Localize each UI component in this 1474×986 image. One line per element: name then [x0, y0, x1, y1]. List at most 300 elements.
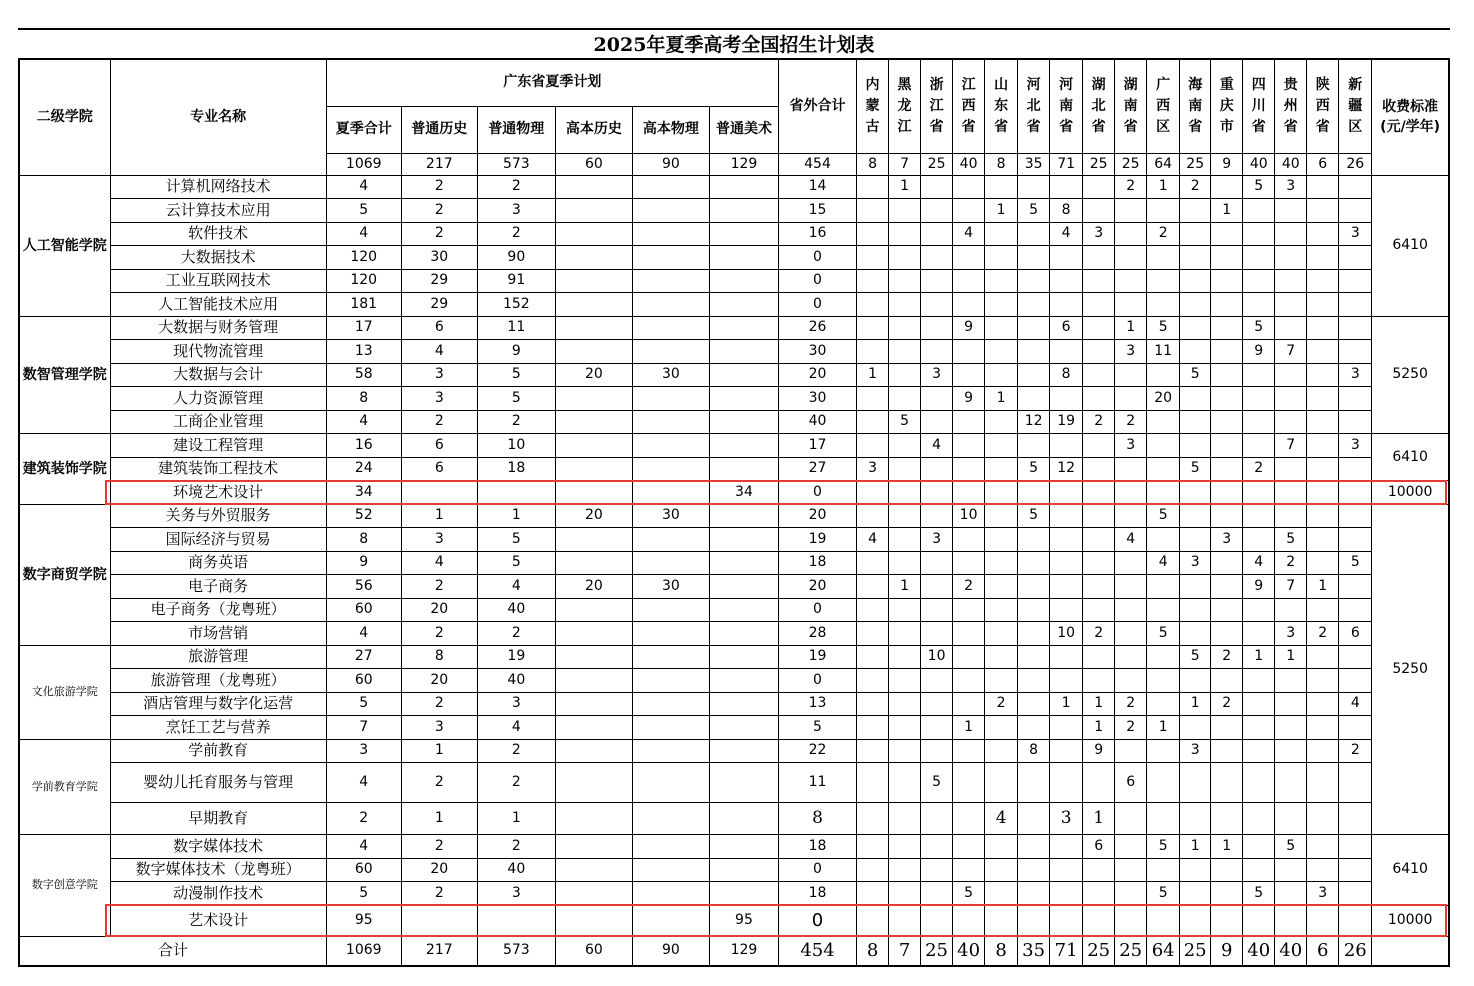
data-cell — [1243, 293, 1275, 317]
data-cell — [555, 340, 632, 364]
data-cell — [985, 763, 1018, 803]
data-cell — [632, 598, 709, 622]
data-cell: 34 — [709, 481, 778, 505]
data-cell: 15 — [778, 199, 856, 223]
data-cell — [1275, 410, 1307, 434]
header-province: 贵 州 省 — [1275, 59, 1307, 153]
data-cell: 27 — [778, 457, 856, 481]
data-cell — [1211, 387, 1243, 411]
data-cell — [953, 410, 985, 434]
data-cell — [1115, 882, 1147, 906]
data-cell — [1211, 269, 1243, 293]
data-cell: 60 — [326, 858, 401, 882]
data-cell — [1018, 434, 1050, 458]
data-cell — [1083, 882, 1115, 906]
data-cell — [632, 835, 709, 859]
data-cell — [555, 457, 632, 481]
header-total-cell: 40 — [1275, 153, 1307, 175]
data-cell — [1115, 622, 1147, 646]
data-cell: 5 — [921, 763, 953, 803]
data-cell — [985, 293, 1018, 317]
data-cell — [632, 882, 709, 906]
data-cell: 4 — [326, 410, 401, 434]
data-cell — [1339, 858, 1372, 882]
data-cell: 1 — [985, 199, 1018, 223]
data-cell: 2 — [1339, 739, 1372, 763]
data-cell — [1275, 457, 1307, 481]
data-cell — [953, 363, 985, 387]
data-cell — [1050, 858, 1083, 882]
data-cell: 28 — [778, 622, 856, 646]
data-cell: 2 — [401, 835, 477, 859]
major-name: 国际经济与贸易 — [110, 528, 326, 552]
data-cell: 3 — [401, 528, 477, 552]
data-cell — [921, 504, 953, 528]
data-cell: 3 — [401, 387, 477, 411]
data-cell — [709, 716, 778, 740]
data-cell — [1018, 551, 1050, 575]
data-cell — [1339, 645, 1372, 669]
data-cell — [1180, 293, 1211, 317]
data-cell — [1180, 669, 1211, 693]
major-name: 学前教育 — [110, 739, 326, 763]
data-cell — [1147, 575, 1180, 599]
data-cell: 8 — [326, 387, 401, 411]
data-cell — [709, 504, 778, 528]
data-cell — [1339, 528, 1372, 552]
data-cell: 1 — [985, 387, 1018, 411]
header-province: 黑 龙 江 — [889, 59, 921, 153]
data-cell — [709, 175, 778, 199]
data-cell: 60 — [326, 669, 401, 693]
data-cell: 2 — [401, 199, 477, 223]
data-cell — [1147, 692, 1180, 716]
data-cell — [857, 716, 889, 740]
data-cell — [953, 551, 985, 575]
data-cell — [1050, 246, 1083, 270]
header-gd-col: 普通历史 — [401, 106, 477, 153]
data-cell: 1 — [1050, 692, 1083, 716]
data-cell — [889, 269, 921, 293]
data-cell — [1339, 316, 1372, 340]
total-cell: 60 — [555, 936, 632, 966]
data-cell: 13 — [326, 340, 401, 364]
data-cell: 5 — [326, 692, 401, 716]
data-cell — [857, 692, 889, 716]
data-cell — [632, 763, 709, 803]
table-row — [19, 669, 1449, 693]
data-cell: 1 — [477, 803, 555, 835]
data-cell — [1275, 763, 1307, 803]
total-cell: 25 — [1180, 936, 1211, 966]
data-cell — [1275, 692, 1307, 716]
data-cell — [1147, 246, 1180, 270]
data-cell: 2 — [477, 835, 555, 859]
data-cell — [632, 739, 709, 763]
data-cell: 1 — [1083, 692, 1115, 716]
data-cell — [1307, 363, 1339, 387]
data-cell: 40 — [477, 669, 555, 693]
data-cell: 2 — [1307, 622, 1339, 646]
data-cell: 2 — [326, 803, 401, 835]
data-cell — [1307, 434, 1339, 458]
data-cell — [921, 551, 953, 575]
table-row — [19, 363, 1449, 387]
data-cell: 3 — [1275, 622, 1307, 646]
data-cell: 2 — [1147, 222, 1180, 246]
header-total-cell: 60 — [555, 153, 632, 175]
data-cell — [985, 551, 1018, 575]
table-row — [19, 528, 1449, 552]
data-cell — [953, 645, 985, 669]
header-total-cell: 40 — [1243, 153, 1275, 175]
major-name: 工业互联网技术 — [110, 269, 326, 293]
header-total-cell: 25 — [1180, 153, 1211, 175]
data-cell: 3 — [1307, 882, 1339, 906]
data-cell — [889, 316, 921, 340]
data-cell: 6 — [401, 316, 477, 340]
data-cell: 7 — [1275, 340, 1307, 364]
data-cell: 2 — [401, 882, 477, 906]
data-cell — [1307, 551, 1339, 575]
data-cell: 2 — [985, 692, 1018, 716]
data-cell — [1307, 835, 1339, 859]
data-cell — [1275, 716, 1307, 740]
data-cell — [1018, 669, 1050, 693]
table-row — [19, 835, 1449, 859]
data-cell: 3 — [1180, 739, 1211, 763]
data-cell: 3 — [1275, 175, 1307, 199]
header-province: 内 蒙 古 — [857, 59, 889, 153]
data-cell: 3 — [857, 457, 889, 481]
data-cell: 2 — [477, 763, 555, 803]
data-cell: 6 — [1083, 835, 1115, 859]
data-cell — [1115, 858, 1147, 882]
data-cell — [1018, 716, 1050, 740]
data-cell: 2 — [1243, 457, 1275, 481]
data-cell — [709, 222, 778, 246]
data-cell — [1050, 835, 1083, 859]
data-cell — [921, 175, 953, 199]
data-cell: 1 — [1307, 575, 1339, 599]
table-row — [19, 645, 1449, 669]
data-cell — [953, 269, 985, 293]
data-cell — [632, 622, 709, 646]
data-cell — [1307, 340, 1339, 364]
data-cell — [1180, 622, 1211, 646]
header-gd-col: 普通物理 — [477, 106, 555, 153]
table-row — [19, 882, 1449, 906]
data-cell: 2 — [477, 222, 555, 246]
data-cell — [555, 199, 632, 223]
data-cell — [1211, 669, 1243, 693]
data-cell — [1275, 739, 1307, 763]
data-cell — [1211, 434, 1243, 458]
data-cell: 95 — [709, 905, 778, 936]
data-cell: 40 — [477, 858, 555, 882]
data-cell — [1275, 222, 1307, 246]
data-cell — [1243, 363, 1275, 387]
fee-value: 6410 — [1372, 175, 1449, 316]
data-cell — [953, 803, 985, 835]
data-cell: 4 — [1115, 528, 1147, 552]
data-cell — [1180, 504, 1211, 528]
data-cell — [555, 669, 632, 693]
data-cell: 19 — [1050, 410, 1083, 434]
data-cell — [1115, 739, 1147, 763]
data-cell — [1275, 669, 1307, 693]
data-cell: 1 — [889, 175, 921, 199]
data-cell — [921, 739, 953, 763]
table-row — [19, 199, 1449, 223]
table-row — [19, 551, 1449, 575]
major-name: 大数据与财务管理 — [110, 316, 326, 340]
data-cell — [1307, 598, 1339, 622]
data-cell — [921, 575, 953, 599]
data-cell — [1211, 457, 1243, 481]
data-cell — [857, 739, 889, 763]
data-cell: 4 — [326, 835, 401, 859]
data-cell — [985, 645, 1018, 669]
data-cell — [921, 316, 953, 340]
data-cell — [1211, 363, 1243, 387]
data-cell: 2 — [401, 692, 477, 716]
data-cell — [709, 858, 778, 882]
header-province: 河 北 省 — [1018, 59, 1050, 153]
data-cell — [1083, 434, 1115, 458]
major-name: 电子商务 — [110, 575, 326, 599]
data-cell — [953, 457, 985, 481]
data-cell — [1180, 269, 1211, 293]
fee-value: 6410 — [1372, 434, 1449, 481]
data-cell — [857, 199, 889, 223]
data-cell — [889, 246, 921, 270]
data-cell — [857, 763, 889, 803]
data-cell: 20 — [778, 363, 856, 387]
data-cell — [555, 739, 632, 763]
header-total-cell: 217 — [401, 153, 477, 175]
data-cell: 19 — [477, 645, 555, 669]
data-cell: 8 — [778, 803, 856, 835]
data-cell: 5 — [889, 410, 921, 434]
data-cell — [889, 340, 921, 364]
data-cell — [1211, 739, 1243, 763]
data-cell — [1243, 246, 1275, 270]
data-cell: 20 — [778, 504, 856, 528]
data-cell: 12 — [1018, 410, 1050, 434]
table-row — [19, 246, 1449, 270]
total-label: 合计 — [19, 936, 326, 966]
data-cell — [1147, 528, 1180, 552]
data-cell — [555, 645, 632, 669]
data-cell — [709, 669, 778, 693]
header-major: 专业名称 — [110, 59, 326, 175]
data-cell — [1243, 669, 1275, 693]
data-cell — [985, 716, 1018, 740]
data-cell — [1018, 803, 1050, 835]
header-province: 海 南 省 — [1180, 59, 1211, 153]
data-cell — [1083, 199, 1115, 223]
data-cell: 0 — [778, 293, 856, 317]
data-cell — [1050, 551, 1083, 575]
data-cell: 5 — [778, 716, 856, 740]
major-name: 大数据技术 — [110, 246, 326, 270]
data-cell: 12 — [1050, 457, 1083, 481]
data-cell: 30 — [632, 575, 709, 599]
data-cell — [1018, 246, 1050, 270]
data-cell — [889, 598, 921, 622]
data-cell: 3 — [477, 882, 555, 906]
data-cell — [1307, 457, 1339, 481]
data-cell — [709, 803, 778, 835]
major-name: 工商企业管理 — [110, 410, 326, 434]
data-cell: 0 — [778, 669, 856, 693]
data-cell: 10 — [921, 645, 953, 669]
data-cell — [632, 199, 709, 223]
data-cell: 9 — [953, 316, 985, 340]
data-cell — [1115, 551, 1147, 575]
data-cell — [709, 739, 778, 763]
data-cell — [1339, 716, 1372, 740]
data-cell — [857, 645, 889, 669]
data-cell — [632, 803, 709, 835]
data-cell — [1243, 199, 1275, 223]
major-name: 艺术设计 — [110, 905, 326, 936]
data-cell — [889, 803, 921, 835]
data-cell — [1243, 434, 1275, 458]
table-row — [19, 340, 1449, 364]
data-cell — [1243, 622, 1275, 646]
data-cell — [1180, 858, 1211, 882]
data-cell — [985, 739, 1018, 763]
data-cell — [1018, 269, 1050, 293]
data-cell — [1050, 504, 1083, 528]
table-row — [19, 858, 1449, 882]
data-cell — [709, 598, 778, 622]
data-cell — [921, 387, 953, 411]
data-cell: 3 — [401, 716, 477, 740]
data-cell: 19 — [778, 645, 856, 669]
data-cell — [1211, 882, 1243, 906]
data-cell — [1275, 246, 1307, 270]
data-cell — [1180, 575, 1211, 599]
data-cell: 3 — [1339, 434, 1372, 458]
data-cell — [1243, 387, 1275, 411]
table-row — [19, 575, 1449, 599]
table-row — [19, 293, 1449, 317]
data-cell — [1147, 199, 1180, 223]
data-cell — [1018, 598, 1050, 622]
table-row — [19, 410, 1449, 434]
data-cell — [1243, 858, 1275, 882]
data-cell — [857, 387, 889, 411]
data-cell: 2 — [1211, 645, 1243, 669]
data-cell — [1307, 803, 1339, 835]
data-cell — [985, 246, 1018, 270]
data-cell — [1275, 293, 1307, 317]
data-cell — [1243, 410, 1275, 434]
data-cell — [1050, 340, 1083, 364]
data-cell — [985, 269, 1018, 293]
data-cell — [632, 457, 709, 481]
table-row — [19, 803, 1449, 835]
data-cell — [921, 269, 953, 293]
data-cell — [1275, 387, 1307, 411]
data-cell — [709, 434, 778, 458]
data-cell — [1180, 528, 1211, 552]
major-name: 市场营销 — [110, 622, 326, 646]
data-cell: 26 — [778, 316, 856, 340]
major-name: 数字媒体技术 — [110, 835, 326, 859]
data-cell — [1050, 882, 1083, 906]
data-cell: 20 — [555, 575, 632, 599]
header-total-cell: 7 — [889, 153, 921, 175]
data-cell: 2 — [477, 175, 555, 199]
data-cell: 120 — [326, 246, 401, 270]
data-cell: 30 — [632, 504, 709, 528]
header-guangdong-plan: 广东省夏季计划 — [326, 59, 778, 106]
data-cell: 1 — [1275, 645, 1307, 669]
data-cell: 20 — [401, 858, 477, 882]
data-cell: 7 — [1275, 434, 1307, 458]
data-cell — [1211, 598, 1243, 622]
data-cell — [857, 622, 889, 646]
data-cell: 3 — [1339, 363, 1372, 387]
data-cell: 8 — [1050, 363, 1083, 387]
data-cell: 1 — [953, 716, 985, 740]
data-cell — [921, 622, 953, 646]
data-cell: 5 — [1243, 316, 1275, 340]
header-gd-col: 高本历史 — [555, 106, 632, 153]
header-fee: 收费标准 (元/学年) — [1372, 59, 1449, 175]
data-cell: 8 — [1018, 739, 1050, 763]
data-cell — [1339, 293, 1372, 317]
table-row — [19, 434, 1449, 458]
data-cell — [709, 457, 778, 481]
data-cell: 8 — [1050, 199, 1083, 223]
data-cell — [1211, 293, 1243, 317]
data-cell — [953, 199, 985, 223]
data-cell: 9 — [1083, 739, 1115, 763]
data-cell: 1 — [1180, 692, 1211, 716]
table-row — [19, 316, 1449, 340]
data-cell — [953, 246, 985, 270]
data-cell — [709, 316, 778, 340]
data-cell: 5 — [1275, 835, 1307, 859]
data-cell — [632, 316, 709, 340]
data-cell: 9 — [1243, 340, 1275, 364]
data-cell — [1307, 858, 1339, 882]
total-row — [19, 936, 1449, 966]
data-cell — [555, 316, 632, 340]
data-cell — [1211, 316, 1243, 340]
data-cell: 29 — [401, 293, 477, 317]
data-cell: 0 — [778, 481, 856, 505]
data-cell — [1211, 803, 1243, 835]
data-cell — [953, 340, 985, 364]
data-cell — [709, 692, 778, 716]
data-cell — [857, 293, 889, 317]
total-fee-empty — [1372, 936, 1449, 966]
data-cell — [1115, 504, 1147, 528]
data-cell — [857, 551, 889, 575]
data-cell — [889, 882, 921, 906]
data-cell — [1083, 575, 1115, 599]
data-cell — [921, 246, 953, 270]
data-cell — [1083, 246, 1115, 270]
data-cell — [1083, 363, 1115, 387]
data-cell — [985, 504, 1018, 528]
